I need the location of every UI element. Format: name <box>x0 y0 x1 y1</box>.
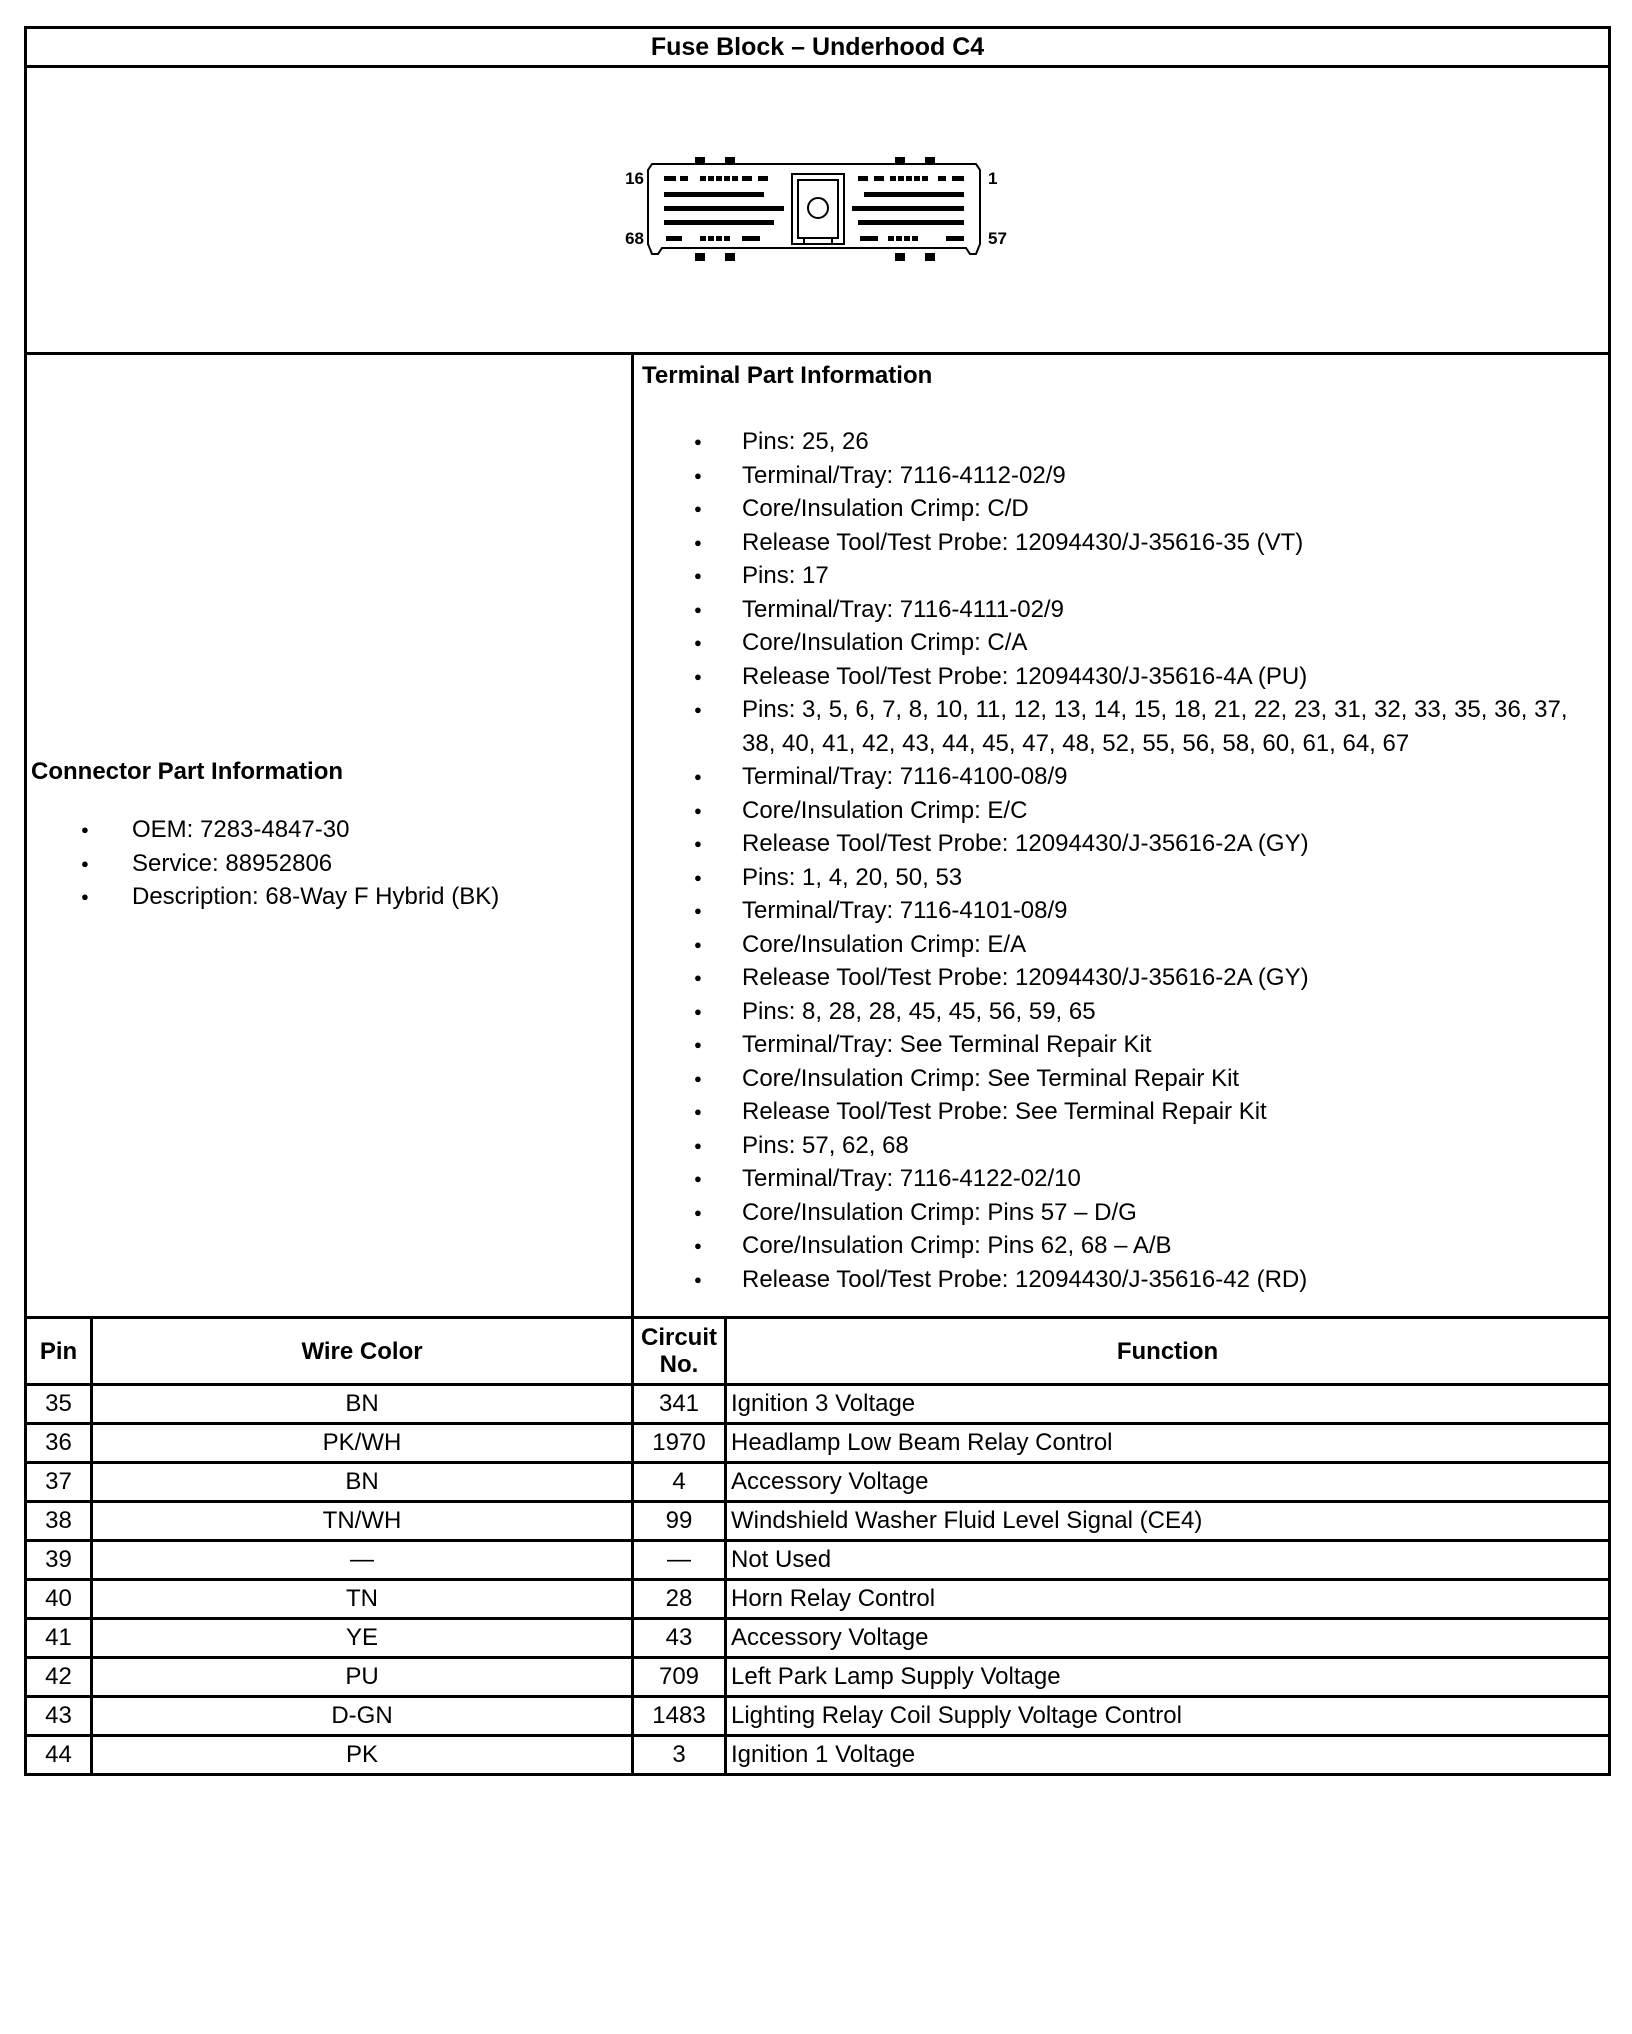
terminal-item: ● Release Tool/Test Probe: 12094430/J-35616-42 (RD) <box>642 1263 1600 1297</box>
wire-color-cell: D-GN <box>92 1697 633 1736</box>
pin-cell: 37 <box>26 1463 92 1502</box>
connector-part-info <box>26 354 633 1318</box>
terminal-part-heading: Terminal Part Information <box>642 362 933 389</box>
page-title: Fuse Block – Underhood C4 <box>26 28 1610 67</box>
function-cell: Not Used <box>726 1541 1610 1580</box>
table-row <box>26 1697 1610 1736</box>
function-cell: Windshield Washer Fluid Level Signal (CE4) <box>726 1502 1610 1541</box>
terminal-item: ● Terminal/Tray: 7116-4122-02/10 <box>642 1162 1600 1196</box>
terminal-item: ● Pins: 25, 26 <box>642 425 1600 459</box>
terminal-part-info <box>633 354 1610 1318</box>
pin-cell: 43 <box>26 1697 92 1736</box>
function-cell: Ignition 3 Voltage <box>726 1385 1610 1424</box>
wire-color-cell: PU <box>92 1658 633 1697</box>
wire-color-cell: PK/WH <box>92 1424 633 1463</box>
terminal-item: ● Terminal/Tray: 7116-4100-08/9 <box>642 760 1600 794</box>
terminal-item: ● Core/Insulation Crimp: E/A <box>642 928 1600 962</box>
terminal-groups <box>642 425 1600 1296</box>
pin-table <box>24 1316 1611 1776</box>
circuit-cell: 99 <box>633 1502 726 1541</box>
pin-cell: 42 <box>26 1658 92 1697</box>
terminal-group <box>642 425 1600 559</box>
function-cell: Horn Relay Control <box>726 1580 1610 1619</box>
function-cell: Accessory Voltage <box>726 1463 1610 1502</box>
terminal-item: ● Core/Insulation Crimp: See Terminal Repair Kit <box>642 1062 1600 1096</box>
terminal-item: ● Release Tool/Test Probe: 12094430/J-35616-2A (GY) <box>642 827 1600 861</box>
terminal-item: ● Terminal/Tray: 7116-4111-02/9 <box>642 593 1600 627</box>
connector-part-item: ● Service: 88952806 <box>31 847 627 881</box>
terminal-item: ● Pins: 57, 62, 68 <box>642 1129 1600 1163</box>
table-row <box>26 1658 1610 1697</box>
table-row <box>26 1541 1610 1580</box>
table-row <box>26 1424 1610 1463</box>
terminal-item: ● Core/Insulation Crimp: E/C <box>642 794 1600 828</box>
connector-part-item: ● OEM: 7283-4847-30 <box>31 813 627 847</box>
terminal-item: ● Core/Insulation Crimp: Pins 57 – D/G <box>642 1196 1600 1230</box>
terminal-item: ● Terminal/Tray: 7116-4101-08/9 <box>642 894 1600 928</box>
terminal-item: ● Pins: 17 <box>642 559 1600 593</box>
wire-color-cell: BN <box>92 1385 633 1424</box>
terminal-item: ● Pins: 8, 28, 28, 45, 45, 56, 59, 65 <box>642 995 1600 1029</box>
header-function: Function <box>726 1318 1610 1385</box>
pin-cell: 44 <box>26 1736 92 1775</box>
terminal-item: ● Pins: 3, 5, 6, 7, 8, 10, 11, 12, 13, 14, 15, 18, 21, 22, 23, 31, 32, 33, 35, 36, 37, 38, 40, 41, 42, 43, 44, 45, 47, 48, 52, 55, 56, 58, 60, 61, 64, 67 <box>642 693 1600 760</box>
table-row <box>26 1736 1610 1775</box>
header-circuit-line1: Circuit <box>640 1324 717 1351</box>
header-circuit-line2: No. <box>659 1351 699 1378</box>
wire-color-cell: — <box>92 1541 633 1580</box>
wire-color-cell: BN <box>92 1463 633 1502</box>
wire-color-cell: TN <box>92 1580 633 1619</box>
circuit-cell: — <box>633 1541 726 1580</box>
circuit-cell: 43 <box>633 1619 726 1658</box>
circuit-cell: 4 <box>633 1463 726 1502</box>
circuit-cell: 341 <box>633 1385 726 1424</box>
pin-cell: 40 <box>26 1580 92 1619</box>
pin-cell: 39 <box>26 1541 92 1580</box>
header-pin: Pin <box>26 1318 92 1385</box>
connector-info-table <box>24 26 1611 1319</box>
wire-color-cell: TN/WH <box>92 1502 633 1541</box>
connector-part-list <box>31 813 627 914</box>
terminal-item: ● Release Tool/Test Probe: 12094430/J-35616-4A (PU) <box>642 660 1600 694</box>
terminal-group <box>642 995 1600 1129</box>
circuit-cell: 3 <box>633 1736 726 1775</box>
terminal-group <box>642 693 1600 861</box>
table-row <box>26 1502 1610 1541</box>
circuit-cell: 1970 <box>633 1424 726 1463</box>
terminal-item: ● Release Tool/Test Probe: 12094430/J-35616-35 (VT) <box>642 526 1600 560</box>
header-circuit-no <box>633 1318 726 1385</box>
terminal-group <box>642 559 1600 693</box>
circuit-cell: 709 <box>633 1658 726 1697</box>
wire-color-cell: YE <box>92 1619 633 1658</box>
connector-face-diagram <box>608 140 1028 280</box>
pin-cell: 38 <box>26 1502 92 1541</box>
table-row <box>26 1580 1610 1619</box>
function-cell: Headlamp Low Beam Relay Control <box>726 1424 1610 1463</box>
pin-label-16: 16 <box>624 169 644 188</box>
wire-color-cell: PK <box>92 1736 633 1775</box>
function-cell: Accessory Voltage <box>726 1619 1610 1658</box>
terminal-group <box>642 1129 1600 1297</box>
terminal-item: ● Core/Insulation Crimp: Pins 62, 68 – A/B <box>642 1229 1600 1263</box>
function-cell: Left Park Lamp Supply Voltage <box>726 1658 1610 1697</box>
connector-sheet <box>24 26 1608 1776</box>
table-row <box>26 1619 1610 1658</box>
terminal-item: ● Core/Insulation Crimp: C/D <box>642 492 1600 526</box>
terminal-item: ● Pins: 1, 4, 20, 50, 53 <box>642 861 1600 895</box>
pin-cell: 36 <box>26 1424 92 1463</box>
function-cell: Ignition 1 Voltage <box>726 1736 1610 1775</box>
connector-diagram-cell <box>26 67 1610 354</box>
pin-label-1: 1 <box>987 169 997 188</box>
pin-cell: 41 <box>26 1619 92 1658</box>
terminal-item: ● Release Tool/Test Probe: 12094430/J-35616-2A (GY) <box>642 961 1600 995</box>
connector-part-heading: Connector Part Information <box>31 758 344 786</box>
function-cell: Lighting Relay Coil Supply Voltage Control <box>726 1697 1610 1736</box>
terminal-group <box>642 861 1600 995</box>
header-wire-color: Wire Color <box>92 1318 633 1385</box>
circuit-cell: 28 <box>633 1580 726 1619</box>
pin-table-body <box>26 1385 1610 1775</box>
pin-label-57: 57 <box>987 229 1007 248</box>
pin-cell: 35 <box>26 1385 92 1424</box>
connector-part-item: ● Description: 68-Way F Hybrid (BK) <box>31 880 627 914</box>
circuit-cell: 1483 <box>633 1697 726 1736</box>
pin-label-68: 68 <box>624 229 644 248</box>
terminal-item: ● Core/Insulation Crimp: C/A <box>642 626 1600 660</box>
table-row <box>26 1385 1610 1424</box>
terminal-item: ● Terminal/Tray: See Terminal Repair Kit <box>642 1028 1600 1062</box>
terminal-item: ● Release Tool/Test Probe: See Terminal Repair Kit <box>642 1095 1600 1129</box>
table-row <box>26 1463 1610 1502</box>
terminal-item: ● Terminal/Tray: 7116-4112-02/9 <box>642 459 1600 493</box>
